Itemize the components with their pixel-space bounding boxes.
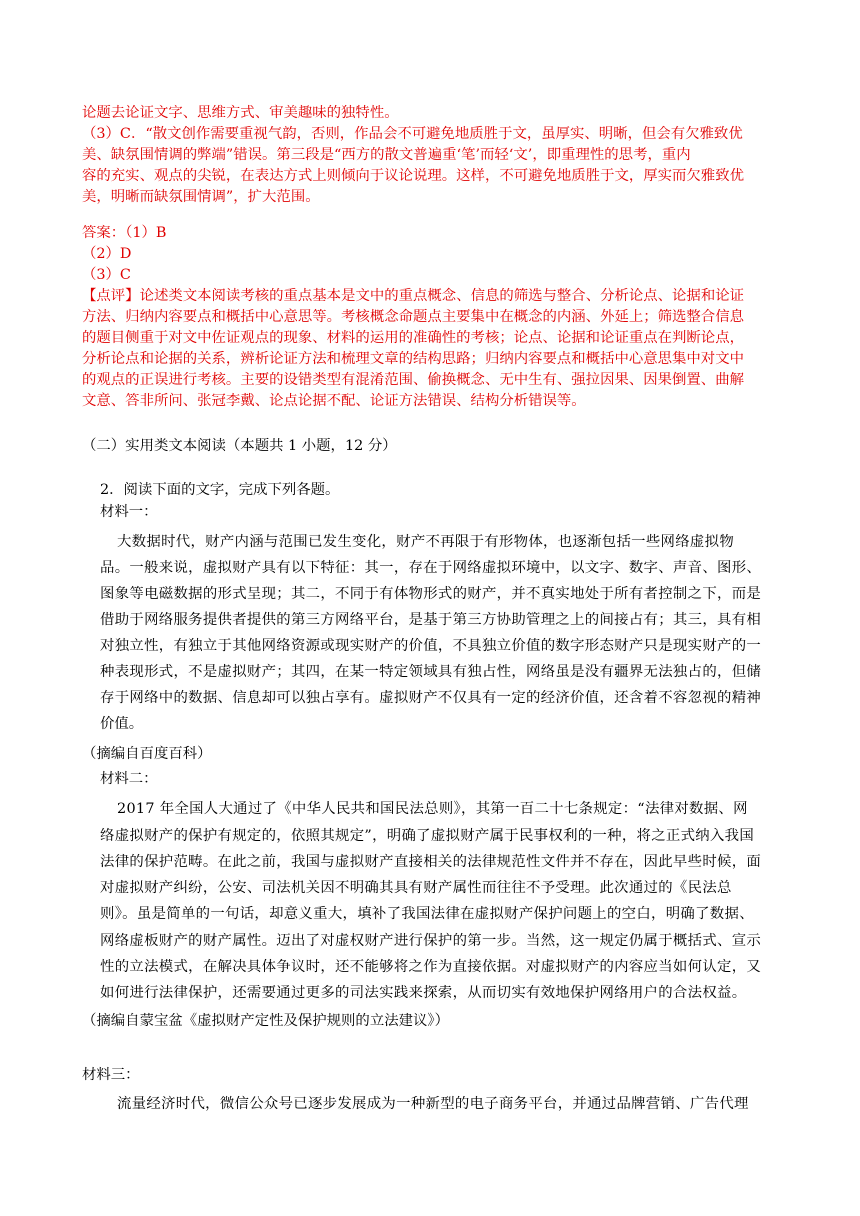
answer-line: （3）C <box>82 267 131 283</box>
comment-line: 方法、归纳内容要点和概括中心意思等。考核概念命题点主要集中在概念的内涵、外延上；筛选整合信息 <box>82 309 744 325</box>
material-line: 种表现形式，不是虚拟财产；其四，在某一特定领域具有独占性，网络虽是没有疆界无法独占的，但储 <box>100 664 762 680</box>
explanation-line: （3）C．“散文创作需要重视气韵，否则，作品会不可避免地质胜于文，虽厚实、明晰，但会有欠雅致优 <box>82 126 743 142</box>
material-line: 流量经济时代，微信公众号已逐步发展成为一种新型的电子商务平台，并通过品牌营销、广告代理 <box>117 1096 749 1112</box>
material-line: 法律的保护范畴。在此之前，我国与虚拟财产直接相关的法律规范性文件并不存在，因此早些时候，面 <box>100 854 762 870</box>
explanation-line: 容的充实、观点的尖锐，在表达方式上则倾向于议论说理。这样，不可避免地质胜于文，厚实而欠雅致优 <box>82 168 744 184</box>
explanation-line: 论题去论证文字、思维方式、审美趣味的独特性。 <box>82 105 399 121</box>
material-label: 材料一： <box>100 504 158 520</box>
material-line: 价值。 <box>100 716 144 732</box>
material-line: 对独立性，有独立于其他网络资源或现实财产的价值，不具独立价值的数字形态财产只是现实财产的一 <box>100 638 762 654</box>
explanation-line: 美，明晰而缺氛围情调”，扩大范围。 <box>82 189 320 205</box>
comment-tag: 【点评】 <box>82 288 140 304</box>
material-line: 性的立法模式，在解决具体争议时，还不能够将之作为直接依据。对虚拟财产的内容应当如何认定，又 <box>100 959 762 975</box>
material-line: 图象等电磁数据的形式呈现；其二，不同于有体物形式的财产，并不真实地处于所有者控制之下，而是 <box>100 586 762 602</box>
material-line: 2017 年全国人大通过了《中华人民共和国民法总则》，其第一百二十七条规定：“法律对数据、网 <box>117 801 748 817</box>
comment-line: 文意、答非所问、张冠李戴、论点论据不配、论证方法错误、结构分析错误等。 <box>82 393 586 409</box>
comment-first-line <box>82 286 744 306</box>
material-line: 借助于网络服务提供者提供的第三方网络平台，是基于第三方协助管理之上的间接占有；其三，具有相 <box>100 612 762 628</box>
comment-line: 的观点的正误进行考核。主要的设错类型有混淆范围、偷换概念、无中生有、强拉因果、因果倒置、曲解 <box>82 372 744 388</box>
material-line: 网络虚板财产的财产属性。迈出了对虚权财产进行保护的第一步。当然，这一规定仍属于概括式、宣示 <box>100 933 762 949</box>
material-label: 材料三： <box>82 1067 140 1083</box>
section-heading: （二）实用类文本阅读（本题共 1 小题，12 分） <box>82 438 397 454</box>
answer-line: （2）D <box>82 246 132 262</box>
material-source: （摘编自蒙宝盆《虚拟财产定性及保护规则的立法建议》） <box>82 1013 449 1029</box>
comment-line: 分析论点和论据的关系，辨析论证方法和梳理文章的结构思路；归纳内容要点和概括中心意思集中对文中 <box>82 351 744 367</box>
material-source: （摘编自百度百科） <box>82 746 212 762</box>
material-line: 则》。虽是简单的一句话，却意义重大，填补了我国法律在虚拟财产保护问题上的空白，明确了数据、 <box>100 906 754 922</box>
question-prompt: 2．阅读下面的文字，完成下列各题。 <box>100 482 340 498</box>
material-line: 大数据时代，财产内涵与范围已发生变化，财产不再限于有形物体，也逐渐包括一些网络虚拟物 <box>117 534 735 550</box>
material-line: 存于网络中的数据、信息却可以独占享有。虚拟财产不仅具有一定的经济价值，还含着不容忽视的精神 <box>100 690 762 706</box>
material-line: 品。一般来说，虚拟财产具有以下特征：其一，存在于网络虚拟环境中，以文字、数字、声音、图形、 <box>100 560 762 576</box>
material-line: 如何进行法律保护，还需要通过更多的司法实践来探索，从而切实有效地保护网络用户的合法权益。 <box>100 985 747 1001</box>
explanation-line: 美、缺氛围情调的弊端”错误。第三段是“西方的散文普遍重‘笔’而轻‘文’，即重理性的思考，重内 <box>82 147 691 163</box>
answer-line: 答案：（1）B <box>82 225 167 241</box>
comment-text: 论述类文本阅读考核的重点基本是文中的重点概念、信息的筛选与整合、分析论点、论据和论证 <box>139 288 744 304</box>
material-line: 对虚拟财产纠纷，公安、司法机关因不明确其具有财产属性而往往不予受理。此次通过的《民法总 <box>100 880 732 896</box>
comment-line: 的题目侧重于对文中佐证观点的现象、材料的运用的准确性的考核；论点、论据和论证重点在判断论点， <box>82 330 744 346</box>
material-label: 材料二： <box>100 771 158 787</box>
material-line: 络虚拟财产的保护有规定的，依照其规定”，明确了虚拟财产属于民事权利的一种，将之正式纳入我国 <box>100 828 755 844</box>
